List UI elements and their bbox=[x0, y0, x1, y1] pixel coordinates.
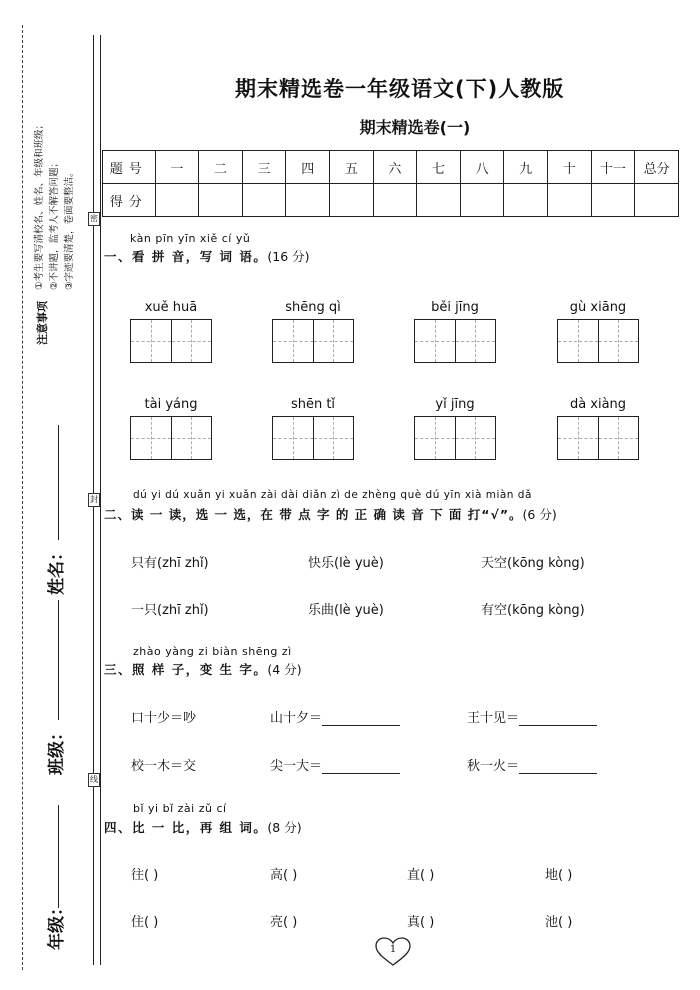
q3-points: (4 分) bbox=[267, 662, 302, 677]
page-subtitle: 期末精选卷(一) bbox=[359, 118, 471, 137]
q2-title-text: 二、读 一 读，选 一 选，在 带 点 字 的 正 确 读 音 下 面 打“√”。 bbox=[104, 507, 523, 522]
q2-item[interactable]: 天空(kōng kòng) bbox=[481, 556, 585, 571]
page-number: 1 bbox=[389, 944, 397, 955]
q3-item bbox=[467, 707, 597, 726]
score-col: 一 bbox=[155, 151, 199, 184]
q4-points: (8 分) bbox=[267, 820, 302, 835]
q3-example: 校一木＝交 bbox=[131, 759, 197, 774]
q2-item[interactable]: 一只(zhī zhǐ) bbox=[131, 603, 209, 618]
q4-item[interactable]: 亮( ) bbox=[270, 915, 298, 930]
score-cell[interactable] bbox=[548, 184, 592, 217]
notice-item-2: ②不讲题，监考人不解答问题； bbox=[49, 157, 60, 290]
q2-item[interactable]: 只有(zhī zhǐ) bbox=[131, 556, 209, 571]
q1-points: (16 分) bbox=[267, 249, 310, 264]
q3-answer-blank[interactable] bbox=[519, 761, 597, 774]
q1-writing-box[interactable] bbox=[130, 319, 212, 363]
score-col: 九 bbox=[504, 151, 548, 184]
page-title: 期末精选卷一年级语文(下)人教版 bbox=[235, 77, 565, 101]
score-cell[interactable] bbox=[199, 184, 243, 217]
name-label: 姓名： bbox=[47, 544, 67, 595]
class-label: 班级： bbox=[47, 724, 67, 775]
q3-item bbox=[270, 707, 400, 726]
q2-item[interactable]: 有空(kōng kòng) bbox=[481, 603, 585, 618]
q2-title bbox=[104, 505, 557, 523]
q2-pinyin: dú yi dú xuǎn yi xuǎn zài dài diǎn zì de zhèng què dú yīn xià miàn dǎ bbox=[133, 489, 532, 501]
score-cell[interactable] bbox=[591, 184, 635, 217]
q3-item-text: 山十夕＝ bbox=[270, 711, 323, 726]
q2-points: (6 分) bbox=[522, 507, 557, 522]
score-col: 三 bbox=[242, 151, 286, 184]
score-col: 六 bbox=[373, 151, 417, 184]
q1-writing-box[interactable] bbox=[414, 416, 496, 460]
score-col: 二 bbox=[199, 151, 243, 184]
q4-item[interactable]: 直( ) bbox=[407, 868, 435, 883]
seal-tag-mi: 密 bbox=[88, 212, 100, 226]
q1-pinyin: kàn pīn yīn xiě cí yǔ bbox=[130, 232, 251, 245]
page-number-badge bbox=[374, 937, 412, 967]
q1-writing-box[interactable] bbox=[557, 416, 639, 460]
score-cell[interactable] bbox=[373, 184, 417, 217]
binding-line-inner bbox=[100, 35, 101, 965]
q1-title-text: 一、看 拼 音，写 词 语。 bbox=[104, 249, 268, 264]
score-col: 八 bbox=[460, 151, 504, 184]
score-col: 五 bbox=[330, 151, 374, 184]
score-col: 总分 bbox=[635, 151, 679, 184]
q1-word-pinyin: xuě huā bbox=[144, 300, 198, 315]
score-col: 十 bbox=[548, 151, 592, 184]
score-cell[interactable] bbox=[417, 184, 461, 217]
score-row-label: 题号 bbox=[103, 151, 156, 184]
q1-writing-box[interactable] bbox=[414, 319, 496, 363]
q3-item bbox=[270, 755, 400, 774]
notice-item-3: ③字迹要清楚，卷面要整洁。 bbox=[64, 167, 75, 290]
q3-answer-blank[interactable] bbox=[322, 761, 400, 774]
q3-answer-blank[interactable] bbox=[322, 713, 400, 726]
score-cell[interactable] bbox=[286, 184, 330, 217]
score-table-header-row bbox=[103, 151, 679, 184]
score-table bbox=[102, 150, 679, 217]
q4-item[interactable]: 地( ) bbox=[545, 868, 573, 883]
class-field[interactable] bbox=[58, 600, 59, 720]
q4-item[interactable]: 池( ) bbox=[545, 915, 573, 930]
q4-item[interactable]: 高( ) bbox=[270, 868, 298, 883]
q1-writing-box[interactable] bbox=[130, 416, 212, 460]
seal-tag-feng: 封 bbox=[88, 493, 100, 507]
q1-writing-box[interactable] bbox=[272, 416, 354, 460]
q1-word-pinyin: gù xiāng bbox=[569, 300, 627, 315]
q1-writing-box[interactable] bbox=[557, 319, 639, 363]
q3-title bbox=[104, 660, 302, 678]
q3-pinyin: zhào yàng zi biàn shēng zì bbox=[133, 645, 292, 658]
score-cell[interactable] bbox=[330, 184, 374, 217]
q1-word-pinyin: shēn tǐ bbox=[290, 397, 336, 412]
score-cell[interactable] bbox=[460, 184, 504, 217]
q3-item bbox=[467, 755, 597, 774]
q1-word-pinyin: běi jīng bbox=[431, 300, 479, 315]
grade-label: 年级： bbox=[47, 899, 67, 950]
q3-item-text: 秋一火＝ bbox=[467, 759, 520, 774]
notice-label: 注意事项 bbox=[36, 301, 49, 345]
q1-title bbox=[104, 247, 310, 265]
seal-tag-xian: 线 bbox=[88, 773, 100, 787]
q4-pinyin: bǐ yi bǐ zài zǔ cí bbox=[133, 802, 227, 815]
score-table-score-row bbox=[103, 184, 679, 217]
q1-word-pinyin: dà xiàng bbox=[569, 397, 627, 412]
q1-word-pinyin: shēng qì bbox=[285, 300, 341, 315]
q2-item[interactable]: 快乐(lè yuè) bbox=[308, 556, 384, 571]
score-cell[interactable] bbox=[635, 184, 679, 217]
q3-item-text: 王十见＝ bbox=[467, 711, 520, 726]
q4-item[interactable]: 往( ) bbox=[131, 868, 159, 883]
q4-item[interactable]: 住( ) bbox=[131, 915, 159, 930]
score-cell[interactable] bbox=[155, 184, 199, 217]
score-col: 十一 bbox=[591, 151, 635, 184]
q1-writing-box[interactable] bbox=[272, 319, 354, 363]
q3-example: 口十少＝吵 bbox=[131, 711, 197, 726]
score-col: 七 bbox=[417, 151, 461, 184]
q1-word-pinyin: yǐ jīng bbox=[435, 397, 475, 412]
name-field[interactable] bbox=[58, 425, 59, 540]
q4-item[interactable]: 真( ) bbox=[407, 915, 435, 930]
grade-field[interactable] bbox=[58, 805, 59, 908]
q3-item-text: 尖一大＝ bbox=[270, 759, 323, 774]
q4-title-text: 四、比 一 比，再 组 词。 bbox=[104, 820, 268, 835]
q2-item[interactable]: 乐曲(lè yuè) bbox=[308, 603, 384, 618]
q3-answer-blank[interactable] bbox=[519, 713, 597, 726]
notice-item-1: ①考生要写清校名、姓名、年级和班级； bbox=[34, 119, 45, 290]
q1-word-pinyin: tài yáng bbox=[144, 397, 198, 412]
score-col: 四 bbox=[286, 151, 330, 184]
q3-title-text: 三、照 样 子，变 生 字。 bbox=[104, 662, 268, 677]
q4-title bbox=[104, 818, 302, 836]
score-cell[interactable] bbox=[242, 184, 286, 217]
binding-dash-line bbox=[22, 25, 23, 970]
score-cell[interactable] bbox=[504, 184, 548, 217]
score-row-label: 得分 bbox=[103, 184, 156, 217]
